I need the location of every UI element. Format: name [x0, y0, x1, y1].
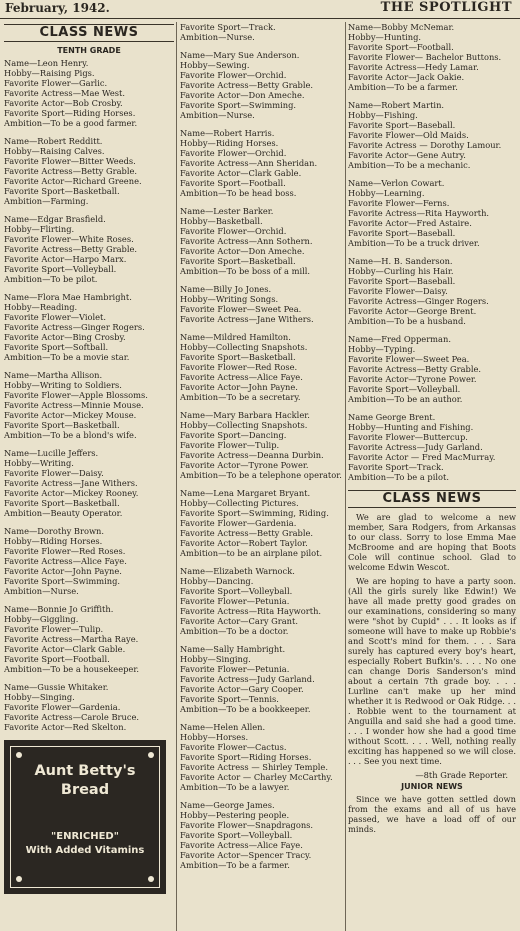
entry-line: Name—Lucille Jeffers.	[4, 448, 99, 458]
entry-line: Favorite Actress—Ginger Rogers.	[348, 296, 489, 306]
student-entry	[4, 448, 174, 518]
entry-line: Hobby—Riding Horses.	[4, 536, 103, 546]
entry-line: Favorite Actor—Cary Grant.	[180, 616, 298, 626]
entry-line: Favorite Actress—Alice Faye.	[180, 372, 303, 382]
entry-line: Name—Robert Harris.	[180, 128, 275, 138]
entry-line: Name—Mildred Hamilton.	[180, 332, 291, 342]
student-entry	[180, 488, 344, 558]
entry-line: Favorite Actress—Betty Grable.	[180, 80, 314, 90]
entry-line: Name—Verlon Cowart.	[348, 178, 445, 188]
entry-line: Favorite Actress—Betty Grable.	[4, 166, 138, 176]
entry-line: Favorite Sport—Volleyball.	[4, 264, 117, 274]
entry-line: Favorite Sport—Swimming, Riding.	[180, 508, 329, 518]
entry-line: Hobby—Dancing.	[180, 576, 254, 586]
entry-line: Favorite Actor—Don Ameche.	[180, 246, 305, 256]
entry-line: Hobby—Writing to Soldiers.	[4, 380, 122, 390]
entry-line: Ambition—To be a farmer.	[348, 82, 458, 92]
entry-line: Hobby—Writing.	[4, 458, 74, 468]
ad-title	[6, 762, 164, 800]
entry-line: Favorite Actor—Richard Greene.	[4, 176, 142, 186]
entry-line: Favorite Actor—Gene Autry.	[348, 150, 466, 160]
entry-line: Favorite Flower—Ferns.	[348, 198, 450, 208]
student-entry	[4, 58, 174, 128]
class-news-article	[348, 512, 516, 834]
entry-line: Favorite Actor—Jack Oakie.	[348, 72, 465, 82]
entry-line: Favorite Actress—Judy Garland.	[348, 442, 483, 452]
entry-line: Hobby—Collecting Snapshots.	[180, 420, 308, 430]
entry-line: Favorite Actress—Ann Sothern.	[180, 236, 313, 246]
entry-line: Favorite Sport—Swimming.	[180, 100, 297, 110]
entry-line: Name—Leon Henry.	[4, 58, 89, 68]
entry-line: Favorite Actress—Martha Raye.	[4, 634, 139, 644]
entry-line: Hobby—Singing.	[180, 654, 251, 664]
student-entry	[4, 292, 174, 362]
entry-line: Ambition—To be a telephone operator.	[180, 470, 342, 480]
entry-line: Favorite Actress—Minnie Mouse.	[4, 400, 144, 410]
ad-dot	[16, 752, 22, 758]
entry-line: Ambition—Nurse.	[180, 32, 255, 42]
entry-list	[348, 22, 516, 482]
entry-line: Favorite Actress—Alice Faye.	[4, 556, 127, 566]
entry-line: Ambition—To be a farmer.	[180, 860, 290, 870]
page-header	[0, 0, 520, 19]
entry-line: Favorite Actor—Robert Taylor.	[180, 538, 308, 548]
entry-line: Name—Billy Jo Jones.	[180, 284, 272, 294]
entry-line: Favorite Actor—John Payne.	[180, 382, 298, 392]
entry-line: Ambition—to be an airplane pilot.	[180, 548, 323, 558]
entry-line: Name—Mary Sue Anderson.	[180, 50, 300, 60]
entry-line: Favorite Actor—Mickey Mouse.	[4, 410, 137, 420]
student-entry	[180, 284, 344, 324]
entry-list	[180, 22, 344, 870]
entry-line: Favorite Sport—Riding Horses.	[4, 108, 136, 118]
entry-line: Favorite Sport—Softball.	[4, 342, 109, 352]
entry-line: Favorite Actor—Bing Crosby.	[4, 332, 126, 342]
news-paragraph: We are hoping to have a party soon. (All the girls surely like Edwin!) We have all made pretty good grades on our examinations, considering so many were "shot by Cupid" . . . It looks as if someone will have to make up Robbie's and Scott's mind for them. . . . Sara surely has captured every boy's heart, especially Robert Bufkin's. . . . No one can change Doris Sanderson's mind about a certain 7th grade boy. . . . Lurline can't make up her mind whether it is Redwood or Oak Ridge. . . . Robbie went to the tournament at Anguilla and said she had a good time. . . . I wonder how she had a good time without Scott. . . . Well, nothing really exciting has happened so we will close. . . . See you next time.	[348, 576, 516, 766]
entry-line: Favorite Actor — Charley McCarthy.	[180, 772, 333, 782]
entry-line: Name—H. B. Sanderson.	[348, 256, 453, 266]
student-entry	[180, 22, 344, 42]
entry-line: Ambition—To be a secretary.	[180, 392, 301, 402]
entry-line: Favorite Sport—Track.	[180, 22, 276, 32]
entry-line: Ambition—Farming.	[4, 196, 89, 206]
entry-line: Favorite Flower—Cactus.	[180, 742, 287, 752]
entry-line: Name—Flora Mae Hambright.	[4, 292, 132, 302]
entry-line: Ambition—To be a movie star.	[4, 352, 130, 362]
ad-brand: Aunt Betty's	[34, 763, 136, 779]
entry-line: Hobby—Sewing.	[180, 60, 250, 70]
entry-line: Favorite Actress—Rita Hayworth.	[180, 606, 322, 616]
entry-line: Favorite Sport—Football.	[180, 178, 286, 188]
student-entry	[180, 566, 344, 636]
entry-line: Favorite Flower—Orchid.	[180, 70, 287, 80]
entry-line: Name—George James.	[180, 800, 275, 810]
student-entry	[4, 604, 174, 674]
entry-line: Ambition—To be a good farmer.	[4, 118, 138, 128]
entry-line: Favorite Flower— Bachelor Buttons.	[348, 52, 502, 62]
entry-line: Favorite Actress—Carole Bruce.	[4, 712, 140, 722]
entry-line: Hobby—Horses.	[180, 732, 249, 742]
entry-line: Ambition—To be a mechanic.	[348, 160, 471, 170]
entry-line: Favorite Actress—Mae West.	[4, 88, 125, 98]
entry-line: Favorite Actress—Deanna Durbin.	[180, 450, 324, 460]
entry-line: Favorite Flower—Sweet Pea.	[180, 304, 302, 314]
entry-list	[4, 58, 174, 732]
entry-line: Favorite Sport—Baseball.	[348, 120, 456, 130]
entry-line: Favorite Actor—Harpo Marx.	[4, 254, 127, 264]
reporter-signature: —8th Grade Reporter.	[415, 770, 508, 780]
entry-line: Favorite Sport—Dancing.	[180, 430, 287, 440]
student-entry	[180, 50, 344, 120]
student-entry	[348, 256, 516, 326]
entry-line: Favorite Actress—Betty Grable.	[180, 528, 314, 538]
entry-line: Name—Helen Allen.	[180, 722, 266, 732]
entry-line: Favorite Actor—Tyrone Power.	[348, 374, 477, 384]
junior-news-heading: JUNIOR NEWS	[401, 782, 463, 791]
entry-line: Favorite Flower—Daisy.	[348, 286, 448, 296]
entry-line: Favorite Sport—Volleyball.	[180, 586, 293, 596]
entry-line: Favorite Flower—Bitter Weeds.	[4, 156, 136, 166]
student-entry	[4, 214, 174, 284]
entry-line: Hobby—Basketball.	[180, 216, 263, 226]
entry-line: Favorite Actress—Rita Hayworth.	[348, 208, 490, 218]
entry-line: Hobby—Flirting.	[4, 224, 75, 234]
entry-line: Name—Mary Barbara Hackler.	[180, 410, 310, 420]
entry-line: Favorite Flower—Red Roses.	[4, 546, 126, 556]
entry-line: Ambition—To be an author.	[348, 394, 463, 404]
entry-line: Ambition—To be a husband.	[348, 316, 466, 326]
entry-line: Favorite Flower—Orchid.	[180, 226, 287, 236]
entry-line: Ambition—Nurse.	[4, 586, 79, 596]
entry-line: Favorite Sport—Basketball.	[180, 352, 296, 362]
entry-line: Favorite Flower—Old Maids.	[348, 130, 469, 140]
entry-line: Favorite Flower—Gardenia.	[4, 702, 121, 712]
student-entry	[180, 128, 344, 198]
entry-line: Favorite Flower—Garlic.	[4, 78, 108, 88]
section-title: CLASS NEWS	[4, 24, 174, 42]
entry-line: Name—Martha Allison.	[4, 370, 103, 380]
student-entry	[4, 682, 174, 732]
student-entry	[180, 206, 344, 276]
student-entry	[348, 22, 516, 92]
entry-line: Hobby—Pestering people.	[180, 810, 290, 820]
student-entry	[348, 178, 516, 248]
entry-line: Favorite Flower—Sweet Pea.	[348, 354, 470, 364]
entry-line: Hobby—Hunting and Fishing.	[348, 422, 474, 432]
student-entry	[180, 800, 344, 870]
entry-line: Ambition—To be pilot.	[4, 274, 98, 284]
entry-line: Favorite Actress—Betty Grable.	[4, 244, 138, 254]
entry-line: Favorite Sport—Riding Horses.	[180, 752, 312, 762]
student-entry	[4, 370, 174, 440]
entry-line: Name—Gussie Whitaker.	[4, 682, 109, 692]
entry-line: Favorite Flower—Orchid.	[180, 148, 287, 158]
column-divider	[176, 22, 177, 931]
entry-line: Hobby—Raising Calves.	[4, 146, 105, 156]
entry-line: Favorite Actress—Alice Faye.	[180, 840, 303, 850]
student-entry	[180, 722, 344, 792]
entry-line: Favorite Actress — Shirley Temple.	[180, 762, 328, 772]
news-paragraph: We are glad to welcome a new member, Sara Rodgers, from Arkansas to our class. Sorry to lose Emma Mae McBroome and are hoping that Boots Cole will continue school. Glad to welcome Edwin Wescot.	[348, 512, 516, 572]
entry-line: Name—Elizabeth Warnock.	[180, 566, 295, 576]
entry-line: Hobby—Reading.	[4, 302, 78, 312]
entry-line: Favorite Sport—Basketball.	[4, 420, 120, 430]
entry-line: Favorite Sport—Basketball.	[4, 498, 120, 508]
entry-line: Favorite Flower—Gardenia.	[180, 518, 297, 528]
entry-line: Favorite Actress—Betty Grable.	[348, 364, 482, 374]
entry-line: Hobby—Typing.	[348, 344, 416, 354]
entry-line: Name—Bonnie Jo Griffith.	[4, 604, 114, 614]
entry-line: Ambition—To be a truck driver.	[348, 238, 480, 248]
entry-line: Ambition—To be a housekeeper.	[4, 664, 140, 674]
right-column	[348, 22, 516, 838]
entry-line: Name—Lena Margaret Bryant.	[180, 488, 311, 498]
entry-line: Name—Robert Martin.	[348, 100, 445, 110]
entry-line: Favorite Flower—Red Rose.	[180, 362, 298, 372]
student-entry	[180, 332, 344, 402]
entry-line: Hobby—Hunting.	[348, 32, 422, 42]
entry-line: Favorite Actress—Ann Sheridan.	[180, 158, 318, 168]
entry-line: Favorite Sport—Volleyball.	[348, 384, 461, 394]
entry-line: Name—Fred Opperman.	[348, 334, 451, 344]
entry-line: Ambition—To be a doctor.	[180, 626, 289, 636]
entry-line: Favorite Actor—Don Ameche.	[180, 90, 305, 100]
ad-dot	[16, 876, 22, 882]
entry-line: Name—Sally Hambright.	[180, 644, 286, 654]
entry-line: Favorite Sport—Swimming.	[4, 576, 121, 586]
ad-vitamins: With Added Vitamins	[25, 845, 145, 856]
entry-line: Hobby—Writing Songs.	[180, 294, 279, 304]
grade-subheading: TENTH GRADE	[57, 46, 121, 55]
ad-tagline	[6, 830, 164, 858]
bread-advertisement	[4, 740, 166, 894]
entry-line: Favorite Actor—Fred Astaire.	[348, 218, 472, 228]
paper-name: THE SPOTLIGHT	[380, 0, 512, 15]
student-entry	[180, 644, 344, 714]
student-entry	[180, 410, 344, 480]
student-entry	[4, 526, 174, 596]
entry-line: Hobby—Curling his Hair.	[348, 266, 454, 276]
entry-line: Favorite Actor—Clark Gable.	[180, 168, 302, 178]
entry-line: Name—Bobby McNemar.	[348, 22, 455, 32]
entry-line: Favorite Actress—Ginger Rogers.	[4, 322, 145, 332]
student-entry	[348, 412, 516, 482]
entry-line: Ambition—Beauty Operator.	[4, 508, 123, 518]
entry-line: Hobby—Collecting Pictures.	[180, 498, 299, 508]
section-title: CLASS NEWS	[348, 490, 516, 508]
entry-line: Favorite Sport—Basketball.	[4, 186, 120, 196]
entry-line: Favorite Sport—Baseball.	[348, 276, 456, 286]
entry-line: Favorite Actor—Spencer Tracy.	[180, 850, 312, 860]
entry-line: Favorite Sport—Football.	[4, 654, 110, 664]
entry-line: Favorite Sport—Basketball.	[180, 256, 296, 266]
entry-line: Favorite Flower—Snapdragons.	[180, 820, 314, 830]
entry-line: Hobby—Giggling.	[4, 614, 79, 624]
entry-line: Favorite Flower—Tulip.	[4, 624, 104, 634]
entry-line: Favorite Flower—Petunia.	[180, 664, 290, 674]
entry-line: Favorite Sport—Track.	[348, 462, 444, 472]
entry-line: Favorite Actress—Jane Withers.	[4, 478, 138, 488]
middle-column	[180, 22, 344, 878]
entry-line: Favorite Flower—Buttercup.	[348, 432, 468, 442]
entry-line: Favorite Sport—Baseball.	[348, 228, 456, 238]
entry-line: Favorite Flower—Daisy.	[4, 468, 104, 478]
entry-line: Ambition—To be a bookkeeper.	[180, 704, 311, 714]
entry-line: Ambition—To be a blond's wife.	[4, 430, 137, 440]
entry-line: Favorite Flower—Apple Blossoms.	[4, 390, 148, 400]
student-entry	[4, 136, 174, 206]
ad-product: Bread	[60, 782, 110, 798]
entry-line: Favorite Actor—Clark Gable.	[4, 644, 126, 654]
entry-line: Favorite Actor—George Brent.	[348, 306, 477, 316]
entry-line: Ambition—To be head boss.	[180, 188, 297, 198]
junior-news-paragraph: Since we have gotten settled down from the exams and all of us have passed, we have a load off of our minds.	[348, 794, 516, 834]
entry-line: Favorite Actress—Hedy Lamar.	[348, 62, 479, 72]
left-column	[4, 22, 174, 894]
entry-line: Favorite Actor—Mickey Rooney.	[4, 488, 139, 498]
entry-line: Ambition—To be boss of a mill.	[180, 266, 311, 276]
entry-line: Favorite Actor—John Payne.	[4, 566, 122, 576]
column-divider	[345, 22, 346, 931]
entry-line: Favorite Actress—Judy Garland.	[180, 674, 315, 684]
entry-line: Favorite Actor—Bob Crosby.	[4, 98, 123, 108]
ad-enriched: "ENRICHED"	[51, 831, 119, 842]
entry-line: Name—Edgar Brasfield.	[4, 214, 106, 224]
entry-line: Favorite Actor—Tyrone Power.	[180, 460, 309, 470]
entry-line: Ambition—To be a pilot.	[348, 472, 449, 482]
entry-line: Favorite Sport—Football.	[348, 42, 454, 52]
entry-line: Hobby—Learning.	[348, 188, 425, 198]
entry-line: Favorite Flower—Tulip.	[180, 440, 280, 450]
ad-dot	[148, 752, 154, 758]
entry-line: Name—Robert Redditt.	[4, 136, 103, 146]
entry-line: Favorite Flower—Violet.	[4, 312, 107, 322]
entry-line: Hobby—Fishing.	[348, 110, 418, 120]
entry-line: Hobby—Singing.	[4, 692, 75, 702]
ad-dot	[148, 876, 154, 882]
entry-line: Favorite Actor—Red Skelton.	[4, 722, 127, 732]
entry-line: Name—Lester Barker.	[180, 206, 274, 216]
entry-line: Favorite Actor—Gary Cooper.	[180, 684, 304, 694]
entry-line: Favorite Actress—Jane Withers.	[180, 314, 314, 324]
entry-line: Favorite Flower—Petunia.	[180, 596, 290, 606]
student-entry	[348, 100, 516, 170]
issue-date: February, 1942.	[5, 1, 110, 15]
entry-line: Favorite Sport—Tennis.	[180, 694, 279, 704]
entry-line: Favorite Actor — Fred MacMurray.	[348, 452, 496, 462]
student-entry	[348, 334, 516, 404]
entry-line: Name—Dorothy Brown.	[4, 526, 105, 536]
entry-line: Name George Brent.	[348, 412, 436, 422]
entry-line: Ambition—To be a lawyer.	[180, 782, 290, 792]
entry-line: Favorite Sport—Volleyball.	[180, 830, 293, 840]
entry-line: Favorite Flower—White Roses.	[4, 234, 134, 244]
entry-line: Ambition—Nurse.	[180, 110, 255, 120]
entry-line: Favorite Actress — Dorothy Lamour.	[348, 140, 502, 150]
entry-line: Hobby—Riding Horses.	[180, 138, 279, 148]
entry-line: Hobby—Raising Pigs.	[4, 68, 95, 78]
entry-line: Hobby—Collecting Snapshots.	[180, 342, 308, 352]
